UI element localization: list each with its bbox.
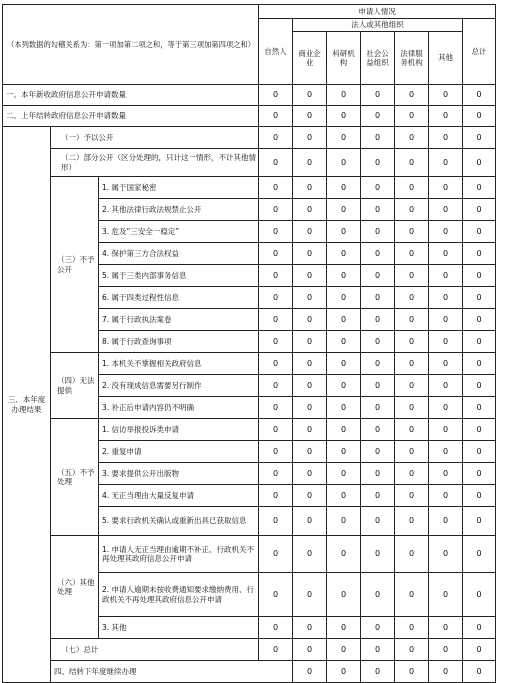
cell-value: 0 [293, 265, 327, 287]
row-label: 2. 其他法律行政法规禁止公开 [99, 199, 259, 221]
row-label: 1. 本机关不掌握相关政府信息 [99, 353, 259, 375]
table-row [3, 353, 496, 375]
cell-value: 0 [259, 485, 293, 507]
row-label: 四、结转下年度继续办理 [51, 661, 293, 683]
cell-value: 0 [463, 265, 496, 287]
cell-value: 0 [293, 375, 327, 397]
cell-value: 0 [361, 149, 395, 177]
cell-value: 0 [361, 106, 395, 127]
cell-value: 0 [429, 397, 463, 419]
cell-value: 0 [361, 331, 395, 353]
row-label: 4. 无正当理由大量反复申请 [99, 485, 259, 507]
cell-value: 0 [327, 199, 361, 221]
cell-value: 0 [429, 353, 463, 375]
cell-value: 0 [463, 419, 496, 441]
cell-value: 0 [395, 463, 429, 485]
table-row [3, 106, 496, 127]
cell-value: 0 [463, 617, 496, 639]
cell-value: 0 [429, 661, 463, 683]
cell-value: 0 [463, 149, 496, 177]
cell-value: 0 [395, 127, 429, 149]
cell-value: 0 [395, 106, 429, 127]
cell-value: 0 [361, 536, 395, 573]
row-label: 1. 属于国家秘密 [99, 177, 259, 199]
applicant-status-header: 申请人情况 [259, 5, 496, 19]
row-label: （二）部分公开（区分处理的，只计这一情形，不计其他情形） [51, 149, 259, 177]
cell-value: 0 [395, 441, 429, 463]
research-header: 科研机构 [327, 32, 361, 85]
cell-value: 0 [463, 177, 496, 199]
cell-value: 0 [293, 463, 327, 485]
cell-value: 0 [259, 199, 293, 221]
cell-value: 0 [429, 106, 463, 127]
cell-value: 0 [395, 485, 429, 507]
total-header: 总计 [463, 19, 496, 85]
cell-value: 0 [361, 573, 395, 617]
natural-person-header: 自然人 [259, 19, 293, 85]
cell-value: 0 [463, 85, 496, 106]
cell-value: 0 [429, 463, 463, 485]
table-row [3, 127, 496, 149]
cell-value: 0 [429, 177, 463, 199]
cell-value: 0 [463, 353, 496, 375]
cell-value: 0 [327, 243, 361, 265]
cell-value: 0 [259, 106, 293, 127]
legal-group-header: 法人或其他组织 [293, 19, 463, 32]
cell-value: 0 [361, 353, 395, 375]
cell-value: 0 [361, 85, 395, 106]
cell-value: 0 [327, 536, 361, 573]
social-welfare-header: 社会公益组织 [361, 32, 395, 85]
table-row [3, 661, 496, 683]
cell-value: 0 [429, 265, 463, 287]
cell-value: 0 [327, 639, 361, 661]
cell-value: 0 [395, 639, 429, 661]
cell-value: 0 [361, 221, 395, 243]
table-note: （本列数据的勾稽关系为：第一项加第二项之和，等于第三项加第四项之和） [3, 5, 259, 85]
cell-value: 0 [429, 199, 463, 221]
cell-value: 0 [259, 397, 293, 419]
row-label: 2. 申请人逾期未按收费通知要求缴纳费用、行政机关不再处理其政府信息公开申请 [99, 573, 259, 617]
row-label: 一、本年新收政府信息公开申请数量 [3, 85, 259, 106]
cell-value: 0 [429, 85, 463, 106]
cell-value: 0 [361, 243, 395, 265]
cell-value: 0 [293, 573, 327, 617]
cell-value: 0 [429, 243, 463, 265]
row-label: 1. 信访举报投诉类申请 [99, 419, 259, 441]
cell-value: 0 [395, 177, 429, 199]
cell-value: 0 [361, 639, 395, 661]
cell-value: 0 [293, 397, 327, 419]
cell-value: 0 [327, 265, 361, 287]
cell-value: 0 [361, 287, 395, 309]
row-label: 6. 属于四类过程性信息 [99, 287, 259, 309]
cell-value: 0 [361, 309, 395, 331]
cell-value: 0 [429, 573, 463, 617]
cell-value: 0 [327, 309, 361, 331]
cell-value: 0 [327, 221, 361, 243]
cell-value: 0 [293, 617, 327, 639]
table-row [3, 177, 496, 199]
cell-value: 0 [463, 309, 496, 331]
cell-value: 0 [463, 485, 496, 507]
row-label: 3. 其他 [99, 617, 259, 639]
row-label: 3. 补正后申请内容仍不明确 [99, 397, 259, 419]
cell-value: 0 [361, 397, 395, 419]
cell-value: 0 [429, 639, 463, 661]
cell-value: 0 [327, 441, 361, 463]
cell-value: 0 [395, 309, 429, 331]
cell-value: 0 [361, 485, 395, 507]
cell-value: 0 [259, 441, 293, 463]
cell-value: 0 [259, 639, 293, 661]
cell-value: 0 [259, 177, 293, 199]
cell-value: 0 [293, 243, 327, 265]
cell-value: 0 [293, 106, 327, 127]
table-row [3, 85, 496, 106]
cell-value: 0 [259, 375, 293, 397]
cell-value: 0 [395, 375, 429, 397]
cell-value: 0 [429, 221, 463, 243]
cell-value: 0 [259, 419, 293, 441]
cell-value: 0 [259, 149, 293, 177]
cell-value: 0 [395, 265, 429, 287]
row-label: 2. 没有现成信息需要另行制作 [99, 375, 259, 397]
cell-value: 0 [395, 221, 429, 243]
cell-value: 0 [259, 221, 293, 243]
cell-value: 0 [327, 617, 361, 639]
cell-value: 0 [395, 507, 429, 536]
table-row [3, 419, 496, 441]
cell-value: 0 [259, 287, 293, 309]
cell-value: 0 [395, 419, 429, 441]
cell-value: 0 [463, 441, 496, 463]
cell-value: 0 [327, 177, 361, 199]
cell-value: 0 [361, 507, 395, 536]
cell-value: 0 [463, 127, 496, 149]
cell-value: 0 [429, 617, 463, 639]
cell-value: 0 [429, 485, 463, 507]
legal-service-header: 法律服务机构 [395, 32, 429, 85]
cell-value: 0 [429, 149, 463, 177]
cell-value: 0 [395, 353, 429, 375]
cell-value: 0 [429, 309, 463, 331]
table-row [3, 149, 496, 177]
cell-value: 0 [327, 127, 361, 149]
cell-value: 0 [395, 243, 429, 265]
cell-value: 0 [293, 221, 327, 243]
cell-value: 0 [395, 617, 429, 639]
cell-value: 0 [293, 177, 327, 199]
cell-value: 0 [361, 199, 395, 221]
cell-value: 0 [395, 397, 429, 419]
cell-value: 0 [361, 177, 395, 199]
cell-value: 0 [361, 127, 395, 149]
cell-value: 0 [361, 617, 395, 639]
cell-value: 0 [259, 265, 293, 287]
cell-value: 0 [293, 536, 327, 573]
cell-value: 0 [259, 617, 293, 639]
cell-value: 0 [463, 463, 496, 485]
cell-value: 0 [361, 463, 395, 485]
group-label: （六）其他处理 [51, 536, 99, 639]
cell-value: 0 [463, 639, 496, 661]
cell-value: 0 [361, 441, 395, 463]
cell-value: 0 [327, 507, 361, 536]
row-label: 5. 属于三类内部事务信息 [99, 265, 259, 287]
cell-value: 0 [259, 243, 293, 265]
cell-value: 0 [463, 221, 496, 243]
cell-value: 0 [395, 199, 429, 221]
cell-value: 0 [327, 485, 361, 507]
cell-value: 0 [293, 149, 327, 177]
row-label: 4. 保护第三方合法权益 [99, 243, 259, 265]
table-row [3, 536, 496, 573]
row-label: 3. 要求提供公开出版物 [99, 463, 259, 485]
cell-value: 0 [293, 661, 327, 683]
group-label: （三）不予公开 [51, 177, 99, 353]
row-label: （七）总计 [51, 639, 259, 661]
cell-value: 0 [327, 353, 361, 375]
cell-value: 0 [463, 287, 496, 309]
cell-value: 0 [259, 463, 293, 485]
cell-value: 0 [293, 507, 327, 536]
row-label: 5. 要求行政机关确认或重新出具已获取信息 [99, 507, 259, 536]
cell-value: 0 [429, 507, 463, 536]
row-label: 3. 危及“三安全一稳定” [99, 221, 259, 243]
cell-value: 0 [327, 661, 361, 683]
cell-value: 0 [429, 375, 463, 397]
cell-value: 0 [463, 661, 496, 683]
cell-value: 0 [259, 127, 293, 149]
cell-value: 0 [463, 507, 496, 536]
row-label: 二、上年结转政府信息公开申请数量 [3, 106, 259, 127]
cell-value: 0 [327, 85, 361, 106]
cell-value: 0 [293, 85, 327, 106]
cell-value: 0 [327, 149, 361, 177]
cell-value: 0 [395, 331, 429, 353]
cell-value: 0 [259, 309, 293, 331]
cell-value: 0 [259, 573, 293, 617]
cell-value: 0 [463, 331, 496, 353]
cell-value: 0 [463, 397, 496, 419]
application-statistics-table [2, 4, 496, 683]
cell-value: 0 [429, 287, 463, 309]
cell-value: 0 [361, 375, 395, 397]
cell-value: 0 [327, 463, 361, 485]
cell-value: 0 [293, 639, 327, 661]
row-label: 1. 申请人无正当理由逾期不补正、行政机关不再处理其政府信息公开申请 [99, 536, 259, 573]
cell-value: 0 [327, 331, 361, 353]
cell-value: 0 [361, 265, 395, 287]
other-header: 其他 [429, 32, 463, 85]
cell-value: 0 [395, 85, 429, 106]
cell-value: 0 [395, 536, 429, 573]
cell-value: 0 [463, 199, 496, 221]
cell-value: 0 [327, 419, 361, 441]
group-label: （五）不予处理 [51, 419, 99, 536]
cell-value: 0 [259, 85, 293, 106]
cell-value: 0 [327, 573, 361, 617]
cell-value: 0 [395, 573, 429, 617]
cell-value: 0 [395, 287, 429, 309]
cell-value: 0 [395, 149, 429, 177]
cell-value: 0 [361, 419, 395, 441]
cell-value: 0 [429, 331, 463, 353]
section-3-label: 三、本年度办理结果 [3, 127, 51, 683]
cell-value: 0 [395, 661, 429, 683]
cell-value: 0 [293, 127, 327, 149]
cell-value: 0 [293, 331, 327, 353]
commercial-header: 商业企业 [293, 32, 327, 85]
cell-value: 0 [463, 375, 496, 397]
cell-value: 0 [361, 661, 395, 683]
row-label: 8. 属于行政查询事项 [99, 331, 259, 353]
cell-value: 0 [463, 536, 496, 573]
cell-value: 0 [327, 375, 361, 397]
table-row [3, 639, 496, 661]
cell-value: 0 [429, 441, 463, 463]
cell-value: 0 [327, 287, 361, 309]
cell-value: 0 [293, 353, 327, 375]
cell-value: 0 [293, 485, 327, 507]
cell-value: 0 [293, 199, 327, 221]
cell-value: 0 [259, 536, 293, 573]
cell-value: 0 [327, 106, 361, 127]
cell-value: 0 [259, 353, 293, 375]
cell-value: 0 [463, 573, 496, 617]
group-label: （四）无法提供 [51, 353, 99, 419]
cell-value: 0 [293, 441, 327, 463]
cell-value: 0 [463, 243, 496, 265]
cell-value: 0 [429, 419, 463, 441]
cell-value: 0 [463, 106, 496, 127]
cell-value: 0 [293, 419, 327, 441]
row-label: 2. 重复申请 [99, 441, 259, 463]
row-label: （一）予以公开 [51, 127, 259, 149]
cell-value: 0 [327, 397, 361, 419]
cell-value: 0 [259, 331, 293, 353]
cell-value: 0 [429, 127, 463, 149]
cell-value: 0 [293, 309, 327, 331]
application-statistics-table-wrapper [2, 4, 496, 683]
cell-value: 0 [429, 536, 463, 573]
cell-value: 0 [293, 287, 327, 309]
row-label: 7. 属于行政执法案卷 [99, 309, 259, 331]
cell-value: 0 [259, 507, 293, 536]
